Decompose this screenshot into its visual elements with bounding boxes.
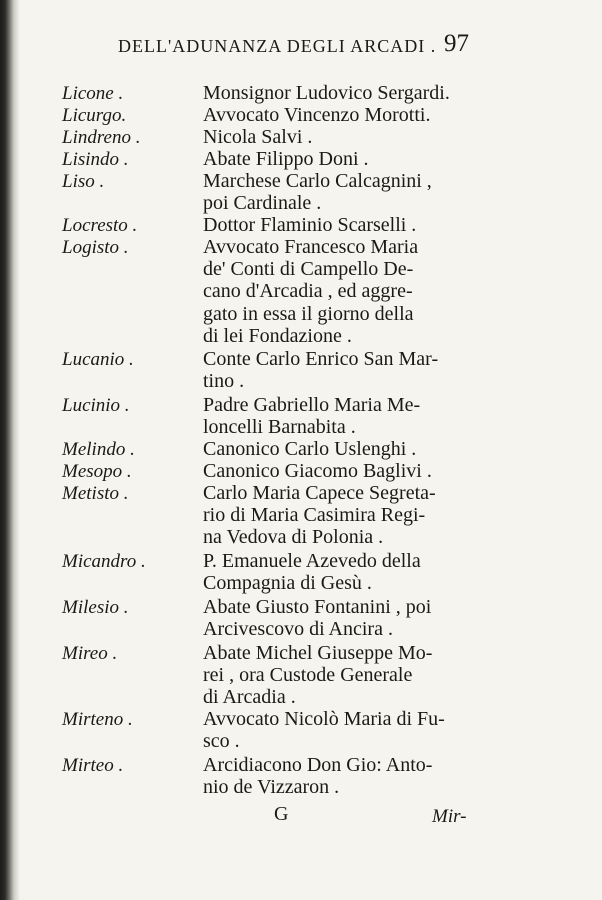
arcadian-name: Mirteo . [62, 755, 124, 776]
arcadian-name: Milesio . [62, 597, 129, 618]
page-number: 97 [444, 30, 469, 57]
signature-mark: G [274, 803, 289, 825]
arcadian-name: Locresto . [62, 215, 138, 236]
member-description: Padre Gabriello Maria Me- loncelli Barnabita . [203, 394, 421, 439]
member-description: Avvocato Vincenzo Morotti. [203, 104, 431, 126]
arcadian-name: Mireo . [62, 643, 118, 664]
catchword: Mir- [432, 806, 467, 827]
running-head-text: DELL'ADUNANZA DEGLI ARCADI . [118, 36, 437, 56]
book-binding-shadow [0, 0, 20, 900]
arcadian-name: Lucinio . [62, 395, 130, 416]
arcadian-name: Lindreno . [62, 127, 141, 148]
member-description: Avvocato Nicolò Maria di Fu- sco . [203, 708, 445, 753]
member-description: Canonico Giacomo Baglivi . [203, 460, 432, 482]
arcadian-name: Metisto . [62, 483, 129, 504]
arcadian-name: Mirteno . [62, 709, 133, 730]
member-description: Dottor Flaminio Scarselli . [203, 214, 417, 236]
member-description: Abate Filippo Doni . [203, 148, 369, 170]
arcadian-name: Micandro . [62, 551, 146, 572]
member-description: Arcidiacono Don Gio: Anto- nio de Vizzaron . [203, 754, 433, 799]
member-description: Carlo Maria Capece Segreta- rio di Maria Casimira Regi- na Vedova di Polonia . [203, 482, 436, 549]
arcadian-name: Licurgo. [62, 105, 127, 126]
member-description: Canonico Carlo Uslenghi . [203, 438, 417, 460]
member-description: Marchese Carlo Calcagnini , poi Cardinale . [203, 170, 432, 215]
arcadian-name: Logisto . [62, 237, 129, 258]
arcadian-name: Licone . [62, 83, 124, 104]
arcadian-name: Melindo . [62, 439, 135, 460]
member-description: P. Emanuele Azevedo della Compagnia di Gesù . [203, 550, 421, 595]
member-description: Avvocato Francesco Maria de' Conti di Campello De- cano d'Arcadia , ed aggre- gato in essa il giorno della di lei Fondazione . [203, 236, 419, 347]
member-description: Conte Carlo Enrico San Mar- tino . [203, 348, 439, 393]
arcadian-name: Lucanio . [62, 349, 134, 370]
member-description: Monsignor Ludovico Sergardi. [203, 82, 450, 104]
arcadian-name: Mesopo . [62, 461, 132, 482]
arcadian-name: Lisindo . [62, 149, 129, 170]
member-description: Nicola Salvi . [203, 126, 313, 148]
member-description: Abate Michel Giuseppe Mo- rei , ora Custode Generale di Arcadia . [203, 642, 433, 709]
member-description: Abate Giusto Fontanini , poi Arcivescovo di Ancira . [203, 596, 432, 641]
arcadian-name: Liso . [62, 171, 105, 192]
running-head [118, 36, 478, 57]
